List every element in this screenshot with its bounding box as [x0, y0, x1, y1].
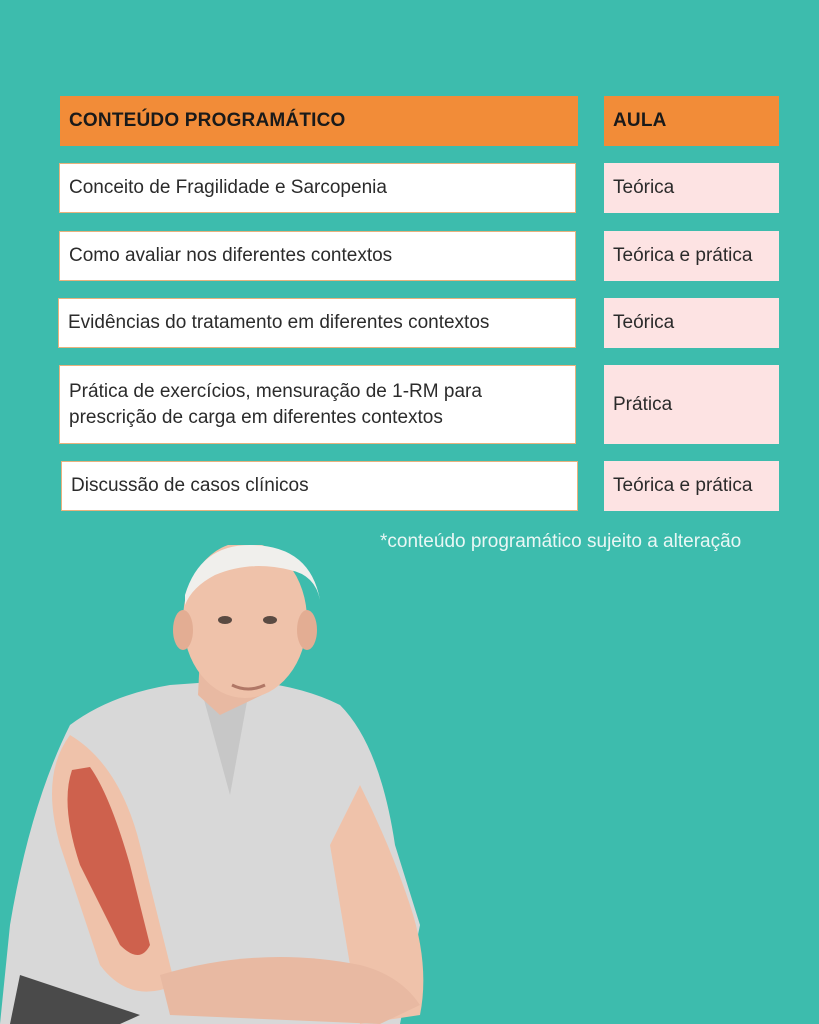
- disclaimer-note: *conteúdo programático sujeito a alteração: [380, 531, 742, 552]
- row-4-content: Prática de exercícios, mensuração de 1-RM para prescrição de carga em diferentes contextos: [59, 365, 576, 444]
- row-3-content: Evidências do tratamento em diferentes contextos: [58, 298, 576, 348]
- row-5-aula: Teórica e prática: [604, 461, 779, 511]
- row-5-content: Discussão de casos clínicos: [61, 461, 578, 511]
- row-1-content: Conceito de Fragilidade e Sarcopenia: [59, 163, 576, 213]
- row-4-aula: Prática: [604, 365, 779, 444]
- header-aula: AULA: [604, 96, 779, 146]
- row-3-aula: Teórica: [604, 298, 779, 348]
- row-1-aula: Teórica: [604, 163, 779, 213]
- header-content: CONTEÚDO PROGRAMÁTICO: [60, 96, 578, 146]
- row-2-aula: Teórica e prática: [604, 231, 779, 281]
- elderly-man-photo: [0, 545, 480, 1024]
- row-2-content: Como avaliar nos diferentes contextos: [59, 231, 576, 281]
